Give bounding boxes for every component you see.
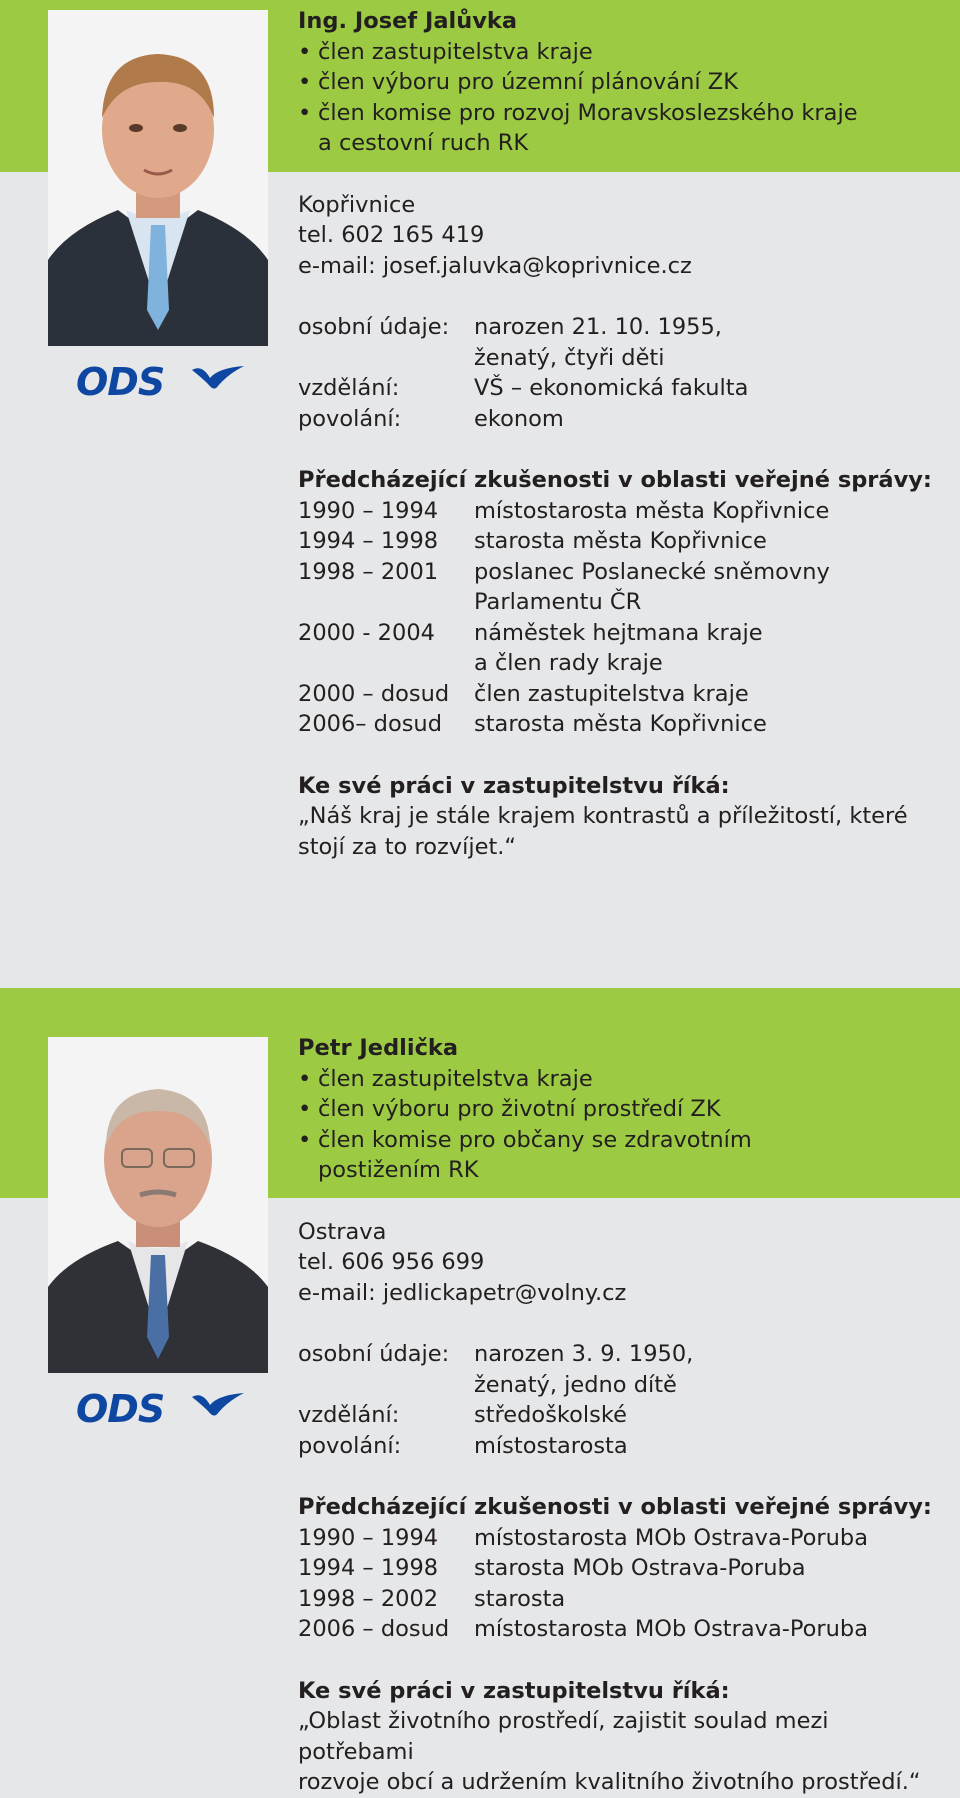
- role-item: • člen výboru pro životní prostředí ZK: [298, 1094, 938, 1125]
- quote-line: rozvoje obcí a udržením kvalitního životního prostředí.“: [298, 1769, 921, 1795]
- history-period: 2006– dosud: [298, 711, 442, 737]
- city: Kopřivnice: [298, 191, 416, 218]
- role-item: • člen komise pro rozvoj Moravskoslezského kraje: [298, 98, 938, 129]
- history-role: místostarosta MOb Ostrava-Poruba: [474, 1616, 869, 1642]
- history-period: 2000 – dosud: [298, 680, 450, 707]
- personal-value: narozen 21. 10. 1955,: [474, 314, 722, 340]
- person-name: Ing. Josef Jalůvka: [298, 8, 518, 34]
- quote-line: „Náš kraj je stále krajem kontrastů a příležitostí, které: [298, 803, 908, 829]
- history-role: místostarosta MOb Ostrava-Poruba: [474, 1524, 869, 1551]
- history-period: 2000 - 2004: [298, 619, 435, 646]
- email: e-mail: jedlickapetr@volny.cz: [298, 1279, 627, 1306]
- personal-row: [298, 312, 938, 343]
- personal-info: [298, 1339, 938, 1461]
- personal-row-2: [298, 1370, 938, 1401]
- education-row: [298, 1400, 938, 1431]
- history-period: 1994 – 1998: [298, 1555, 439, 1581]
- profession-value: ekonom: [474, 405, 564, 432]
- profession-row: [298, 1431, 938, 1462]
- role-item-continuation-text: postižením RK: [318, 1157, 479, 1183]
- roles-list: [298, 1064, 938, 1186]
- quote-heading: Ke své práci v zastupitelstvu říká:: [298, 772, 730, 799]
- profession-value: místostarosta: [474, 1432, 628, 1459]
- education-label: vzdělání:: [298, 1402, 400, 1428]
- history-row: [298, 1553, 938, 1584]
- personal-label: osobní údaje:: [298, 314, 450, 340]
- history-period: 1998 – 2002: [298, 1585, 439, 1612]
- history-period: 1994 – 1998: [298, 528, 439, 554]
- history-row: [298, 618, 938, 649]
- personal-value-2: ženatý, jedno dítě: [474, 1371, 677, 1398]
- history-row: [298, 709, 938, 740]
- history-role: náměstek hejtmana kraje: [474, 619, 763, 646]
- history-role: starosta MOb Ostrava-Poruba: [474, 1555, 806, 1581]
- history-role: člen zastupitelstva kraje: [474, 680, 749, 707]
- personal-info: [298, 312, 938, 434]
- education-value: VŠ – ekonomická fakulta: [474, 375, 749, 401]
- personal-value: narozen 3. 9. 1950,: [474, 1341, 694, 1367]
- history-row: [298, 1614, 938, 1645]
- history-list: [298, 1523, 938, 1645]
- history-period: 1990 – 1994: [298, 497, 439, 524]
- person-name: Petr Jedlička: [298, 1035, 459, 1061]
- history-role: starosta města Kopřivnice: [474, 528, 767, 554]
- history-period: 1998 – 2001: [298, 558, 439, 585]
- portrait-photo: [48, 10, 268, 346]
- contact-block: [298, 190, 938, 282]
- profession-label: povolání:: [298, 405, 402, 432]
- bird-icon: [188, 1387, 248, 1427]
- role-item: • člen komise pro občany se zdravotním: [298, 1125, 938, 1156]
- role-item: • člen zastupitelstva kraje: [298, 37, 938, 68]
- role-item: • člen zastupitelstva kraje: [298, 1064, 938, 1095]
- history-role: poslanec Poslanecké sněmovny: [474, 558, 830, 585]
- role-item-continuation: [298, 1155, 938, 1186]
- phone: tel. 602 165 419: [298, 222, 485, 248]
- history-role: Parlamentu ČR: [474, 589, 642, 615]
- portrait-photo: [48, 1037, 268, 1373]
- history-heading: Předcházející zkušenosti v oblasti veřejné správy:: [298, 1494, 932, 1520]
- history-role: místostarosta města Kopřivnice: [474, 497, 830, 524]
- personal-value-2: ženatý, čtyři děti: [474, 344, 665, 371]
- history-heading: Předcházející zkušenosti v oblasti veřejné správy:: [298, 467, 932, 493]
- history-row-continuation: [298, 587, 938, 618]
- history-row: [298, 1584, 938, 1615]
- contact-block: [298, 1217, 938, 1309]
- history-period: 2006 – dosud: [298, 1616, 450, 1642]
- history-role: starosta města Kopřivnice: [474, 711, 767, 737]
- history-row: [298, 496, 938, 527]
- ods-logo: [76, 1387, 248, 1429]
- education-label: vzdělání:: [298, 375, 400, 401]
- city: Ostrava: [298, 1218, 387, 1245]
- personal-row: [298, 1339, 938, 1370]
- quote-line: stojí za to rozvíjet.“: [298, 833, 517, 860]
- history-row: [298, 679, 938, 710]
- history-row: [298, 557, 938, 588]
- ods-logo-text: ODS: [76, 1387, 165, 1431]
- personal-label: osobní údaje:: [298, 1341, 450, 1367]
- history-period: 1990 – 1994: [298, 1524, 439, 1551]
- bird-icon: [188, 360, 248, 400]
- ods-logo: [76, 360, 248, 402]
- personal-row-2: [298, 343, 938, 374]
- education-value: středoškolské: [474, 1402, 627, 1428]
- history-row: [298, 526, 938, 557]
- education-row: [298, 373, 938, 404]
- profile-text: [298, 6, 938, 862]
- history-role: starosta: [474, 1585, 566, 1612]
- history-list: [298, 496, 938, 740]
- history-row-continuation: [298, 648, 938, 679]
- phone: tel. 606 956 699: [298, 1249, 485, 1275]
- history-row: [298, 1523, 938, 1554]
- profile-text: [298, 1033, 938, 1798]
- history-role: a člen rady kraje: [474, 650, 663, 676]
- profession-row: [298, 404, 938, 435]
- profession-label: povolání:: [298, 1432, 402, 1459]
- quote-line: „Oblast životního prostředí, zajistit soulad mezi potřebami: [298, 1708, 829, 1765]
- email: e-mail: josef.jaluvka@koprivnice.cz: [298, 252, 692, 279]
- roles-list: [298, 37, 938, 159]
- ods-logo-text: ODS: [76, 360, 165, 404]
- quote-heading: Ke své práci v zastupitelstvu říká:: [298, 1677, 730, 1704]
- role-item: • člen výboru pro územní plánování ZK: [298, 67, 938, 98]
- role-item-continuation: [298, 128, 938, 159]
- role-item-continuation-text: a cestovní ruch RK: [318, 130, 529, 156]
